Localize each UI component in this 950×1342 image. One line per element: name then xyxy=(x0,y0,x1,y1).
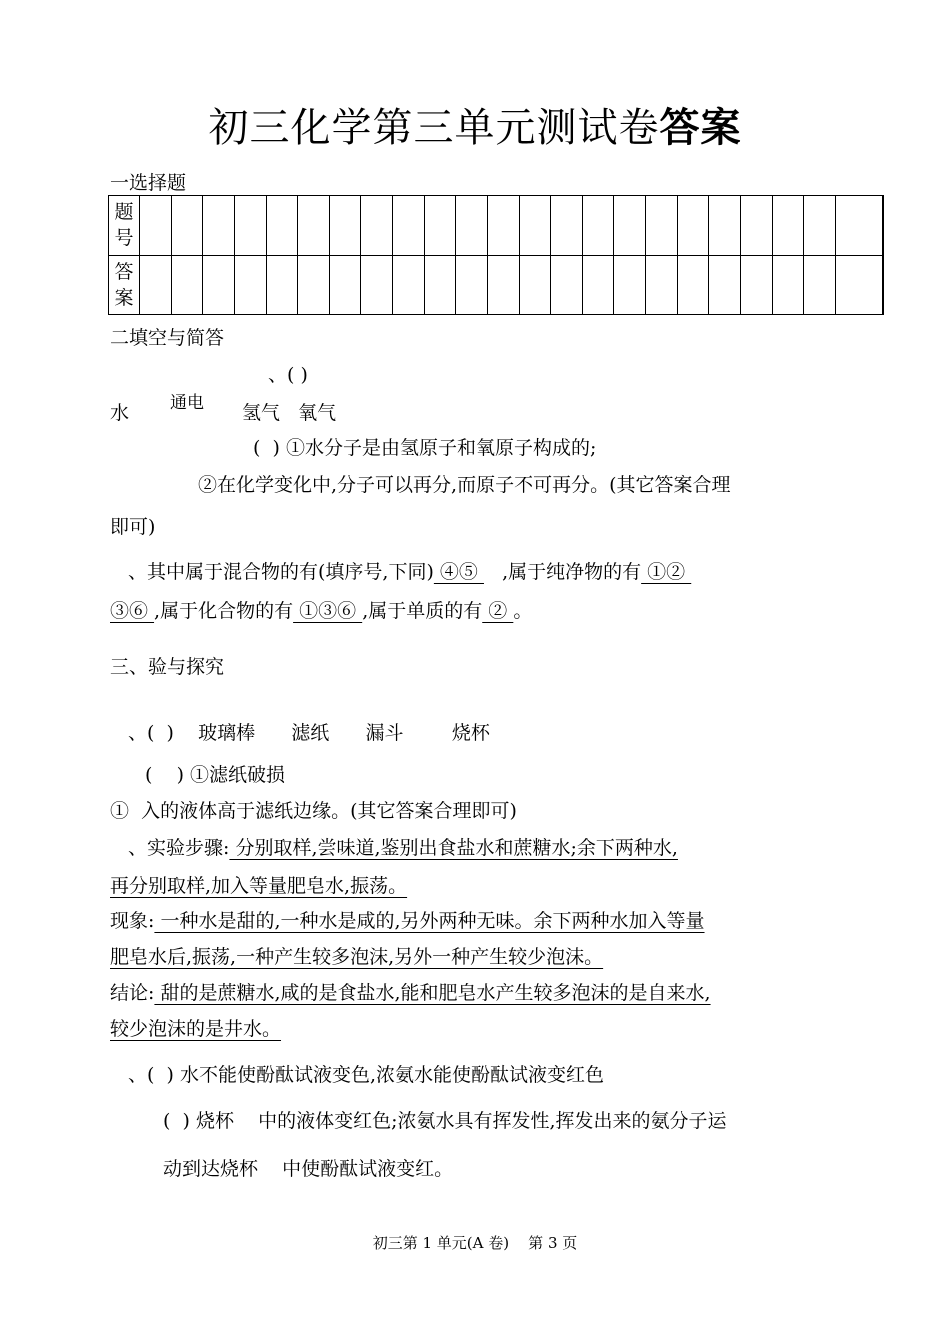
equation-condition: 通电 xyxy=(170,393,204,413)
q2-answer-mixtures: ④⑤ xyxy=(433,561,484,583)
title-emphasis: 答案 xyxy=(659,105,742,151)
q2-answer-pure-b: ③⑥ xyxy=(110,600,155,622)
q1-part3-line2: 即可) xyxy=(110,516,156,538)
grid-row-head: 题 号 xyxy=(109,196,140,256)
q2-line1: 、其中属于混合物的有(填序号,下同) ④⑤ ,属于纯净物的有 ①② xyxy=(128,561,692,583)
s3-phenomenon-line1: 现象: 一种水是甜的,一种水是咸的,另外两种无味。余下两种水加入等量 xyxy=(110,910,705,932)
s3-conclusion-line1: 结论: 甜的是蔗糖水,咸的是食盐水,能和肥皂水产生较多泡沫的是自来水, xyxy=(110,982,711,1004)
page-title xyxy=(0,96,950,153)
equation-reactant: 水 xyxy=(110,402,130,424)
grid-row-answers xyxy=(109,255,884,315)
q2-answer-compounds: ①③⑥ xyxy=(293,600,363,622)
section3-heading: 三、验与探究 xyxy=(110,656,225,678)
q1-part3-line1: ②在化学变化中,分子可以再分,而原子不可再分。(其它答案合理 xyxy=(198,474,731,496)
section2-heading: 二填空与简答 xyxy=(110,327,225,349)
equation-products: 氢气 氧气 xyxy=(242,402,337,424)
s3-q3-line2: ( ) 烧杯 中的液体变红色;浓氨水具有挥发性,挥发出来的氨分子运 xyxy=(163,1110,727,1132)
s3-q3-line1: 、( ) 水不能使酚酞试液变色,浓氨水能使酚酞试液变红色 xyxy=(128,1064,604,1086)
q1-part2: ( ) ①水分子是由氢原子和氧原子构成的; xyxy=(253,437,597,459)
s3-phenomenon-line2: 肥皂水后,振荡,一种产生较多泡沫,另外一种产生较少泡沫。 xyxy=(110,946,604,968)
s3-steps-line1: 、实验步骤: 分别取样,尝味道,鉴别出食盐水和蔗糖水;余下两种水, xyxy=(128,837,678,859)
s3-q1-sub2: ① 入的液体高于滤纸边缘。(其它答案合理即可) xyxy=(110,800,517,822)
q2-line2: ③⑥ ,属于化合物的有 ①③⑥ ,属于单质的有 ② 。 xyxy=(110,600,533,622)
page-footer: 初三第 1 单元(A 卷) 第 3 页 xyxy=(372,1234,578,1252)
s3-q3-line3: 动到达烧杯 中使酚酞试液变红。 xyxy=(163,1158,454,1180)
title-main: 初三化学第三单元测试卷 xyxy=(208,105,660,151)
s3-q1-line: 、( ) 玻璃棒 滤纸 漏斗 烧杯 xyxy=(128,722,490,744)
answer-grid xyxy=(108,195,884,315)
s3-conclusion-line2: 较少泡沫的是井水。 xyxy=(110,1018,282,1040)
section1-heading: 一选择题 xyxy=(110,172,187,194)
s3-steps-line2: 再分别取样,加入等量肥皂水,振荡。 xyxy=(110,875,408,897)
q2-answer-pure-a: ①② xyxy=(641,561,692,583)
q2-answer-elements: ② xyxy=(482,600,514,622)
grid-row-head: 答 案 xyxy=(109,255,140,315)
s3-q1-sub: ( ) ①滤纸破损 xyxy=(145,764,286,786)
grid-row-question-numbers xyxy=(109,196,884,256)
q1-prefix: 、( ) xyxy=(268,364,308,386)
